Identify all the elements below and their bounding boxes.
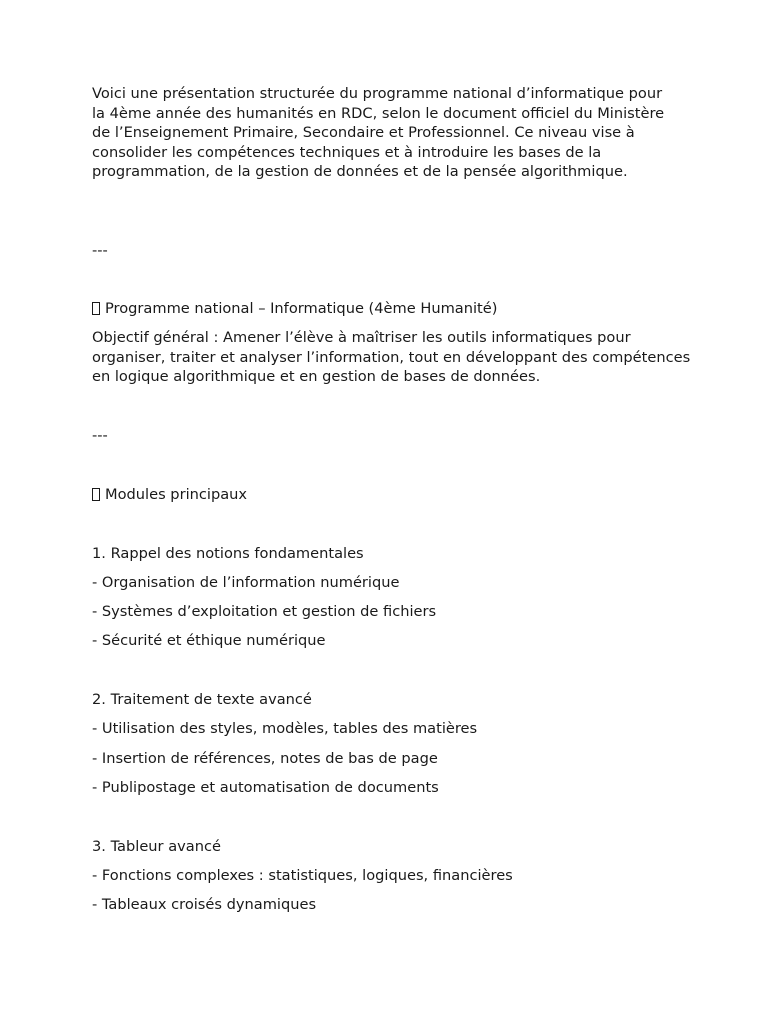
module-item: - Tableaux croisés dynamiques [92,896,317,913]
module-item: - Insertion de références, notes de bas de page [92,750,438,767]
module-item: - Publipostage et automatisation de documents [92,779,439,796]
missing-glyph-icon [92,302,100,315]
separator-line: --- [92,242,108,259]
module-title: 2. Traitement de texte avancé [92,691,312,708]
objective-paragraph: Objectif général : Amener l’élève à maîtriser les outils informatiques pour organiser, traiter et analyser l’information, tout en développant des compétences en logique algorithmique et en gestion de bases de données. [92,329,691,386]
module-item: - Organisation de l’information numérique [92,574,400,591]
intro-paragraph: Voici une présentation structurée du programme national d’informatique pour la 4ème année des humanités en RDC, selon le document officiel du Ministère de l’Enseignement Primaire, Secondaire et Professionnel. Ce niveau vise à consolider les compétences techniques et à introduire les bases de la programmation, de la gestion de données et de la pensée algorithmique. [92,85,665,181]
module-item: - Sécurité et éthique numérique [92,632,326,649]
program-heading [92,299,692,319]
missing-glyph-icon [92,488,100,501]
module-title: 1. Rappel des notions fondamentales [92,545,364,562]
module-item: - Utilisation des styles, modèles, tables des matières [92,720,478,737]
module-title: 3. Tableur avancé [92,838,221,855]
modules-heading [92,485,692,505]
module-item: - Fonctions complexes : statistiques, logiques, financières [92,867,513,884]
module-item: - Systèmes d’exploitation et gestion de fichiers [92,603,437,620]
modules-heading-text: Modules principaux [105,486,248,503]
program-heading-text: Programme national – Informatique (4ème Humanité) [105,300,498,317]
separator-line: --- [92,427,108,444]
